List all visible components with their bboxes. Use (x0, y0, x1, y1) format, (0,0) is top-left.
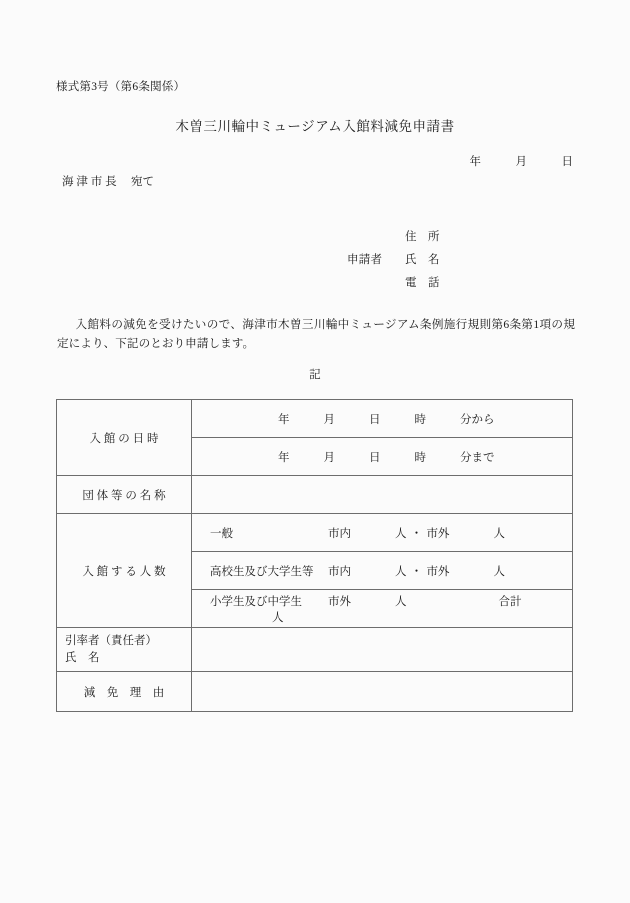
table-cell-group-name[interactable] (192, 476, 573, 514)
table-cell-visitors-general[interactable] (192, 514, 573, 552)
table-label-leader-line1: 引率者（責任者） (65, 634, 157, 647)
visitors-hs-uni-line (192, 563, 572, 579)
applicant-address-label: 住 所 (405, 231, 440, 243)
addressee-line: 海 津 市 長 宛て (62, 176, 154, 188)
applicant-lead-spacer-2 (347, 277, 405, 289)
applicant-phone-label: 電 話 (405, 277, 440, 289)
visit-to-month: 月 (323, 451, 335, 464)
visit-from-day: 日 (369, 413, 381, 426)
visit-to-hour: 時 (414, 451, 426, 464)
table-cell-visitors-highschool-university[interactable] (192, 552, 573, 590)
table-cell-visit-to[interactable] (192, 438, 573, 476)
visitors-total-unit: 人 (272, 611, 284, 624)
table-cell-leader-name[interactable] (192, 628, 573, 672)
visitors-hs-uni-unit2: 人 (493, 565, 505, 578)
visit-to-line (192, 449, 572, 465)
table-row-visitors-general (57, 514, 573, 552)
visitors-general-unit2: 人 (493, 527, 505, 540)
visit-from-line (192, 411, 572, 427)
applicant-lead-label: 申請者 (347, 254, 383, 266)
table-label-leader-name (57, 628, 192, 672)
body-paragraph: 入館料の減免を受けたいので、海津市木曽三川輪中ミュージアム条例施行規則第6条第1項の規定により、下記のとおり申請します。 (57, 318, 575, 351)
applicant-row-name (347, 251, 465, 274)
visitors-elem-jr-unit1: 人 (395, 595, 407, 608)
date-line: 年 月 日 (469, 156, 573, 168)
visitors-elem-jr-line (192, 593, 572, 625)
table-cell-visitors-elementary-junior[interactable] (192, 590, 573, 628)
visitors-general-category: 一般 (210, 527, 233, 540)
table-row-visit-datetime-from (57, 400, 573, 438)
visitors-elem-jr-category: 小学生及び中学生 (210, 595, 302, 608)
visitors-hs-uni-unit1: 人 (395, 565, 407, 578)
visitors-general-area1: 市内 (328, 527, 351, 540)
visitors-general-unit1: 人 (395, 527, 407, 540)
visitors-hs-uni-category: 高校生及び大学生等 (210, 565, 314, 578)
visit-from-minute-suffix: 分から (460, 413, 495, 426)
visit-from-hour: 時 (414, 413, 426, 426)
page-title: 木曽三川輪中ミュージアム入館料減免申請書 (175, 119, 455, 134)
table-cell-visit-from[interactable] (192, 400, 573, 438)
visit-to-year: 年 (278, 451, 290, 464)
table-row-group-name (57, 476, 573, 514)
applicant-name-label: 氏 名 (405, 254, 440, 266)
table-label-reason: 減 免 理 由 (57, 672, 192, 712)
visitors-total-label: 合計 (498, 595, 522, 608)
applicant-lead-spacer (347, 231, 405, 243)
visit-from-year: 年 (278, 413, 290, 426)
ki-marker: 記 (309, 369, 321, 381)
table-label-group-name: 団 体 等 の 名 称 (57, 476, 192, 514)
visit-to-day: 日 (369, 451, 381, 464)
visit-to-minute-suffix: 分まで (460, 451, 495, 464)
visitors-hs-uni-separator: ・ (410, 565, 423, 578)
applicant-row-phone (347, 274, 465, 297)
applicant-row-address (347, 228, 465, 251)
table-row-reason (57, 672, 573, 712)
table-label-leader-line2: 氏 名 (65, 651, 100, 664)
form-number: 様式第3号（第6条関係） (56, 81, 186, 93)
visitors-general-area2: 市外 (426, 527, 450, 540)
visitors-general-separator: ・ (410, 527, 423, 540)
visitors-elem-jr-area1: 市外 (328, 595, 351, 608)
table-row-leader-name (57, 628, 573, 672)
visitors-general-line (192, 525, 572, 541)
table-cell-reason[interactable] (192, 672, 573, 712)
visitors-hs-uni-area1: 市内 (328, 565, 351, 578)
table-label-visitor-count: 入 館 す る 人 数 (57, 514, 192, 628)
visit-from-month: 月 (323, 413, 335, 426)
table-label-visit-datetime: 入 館 の 日 時 (57, 400, 192, 476)
applicant-block (347, 228, 465, 297)
application-table (56, 399, 573, 712)
visitors-hs-uni-area2: 市外 (426, 565, 450, 578)
